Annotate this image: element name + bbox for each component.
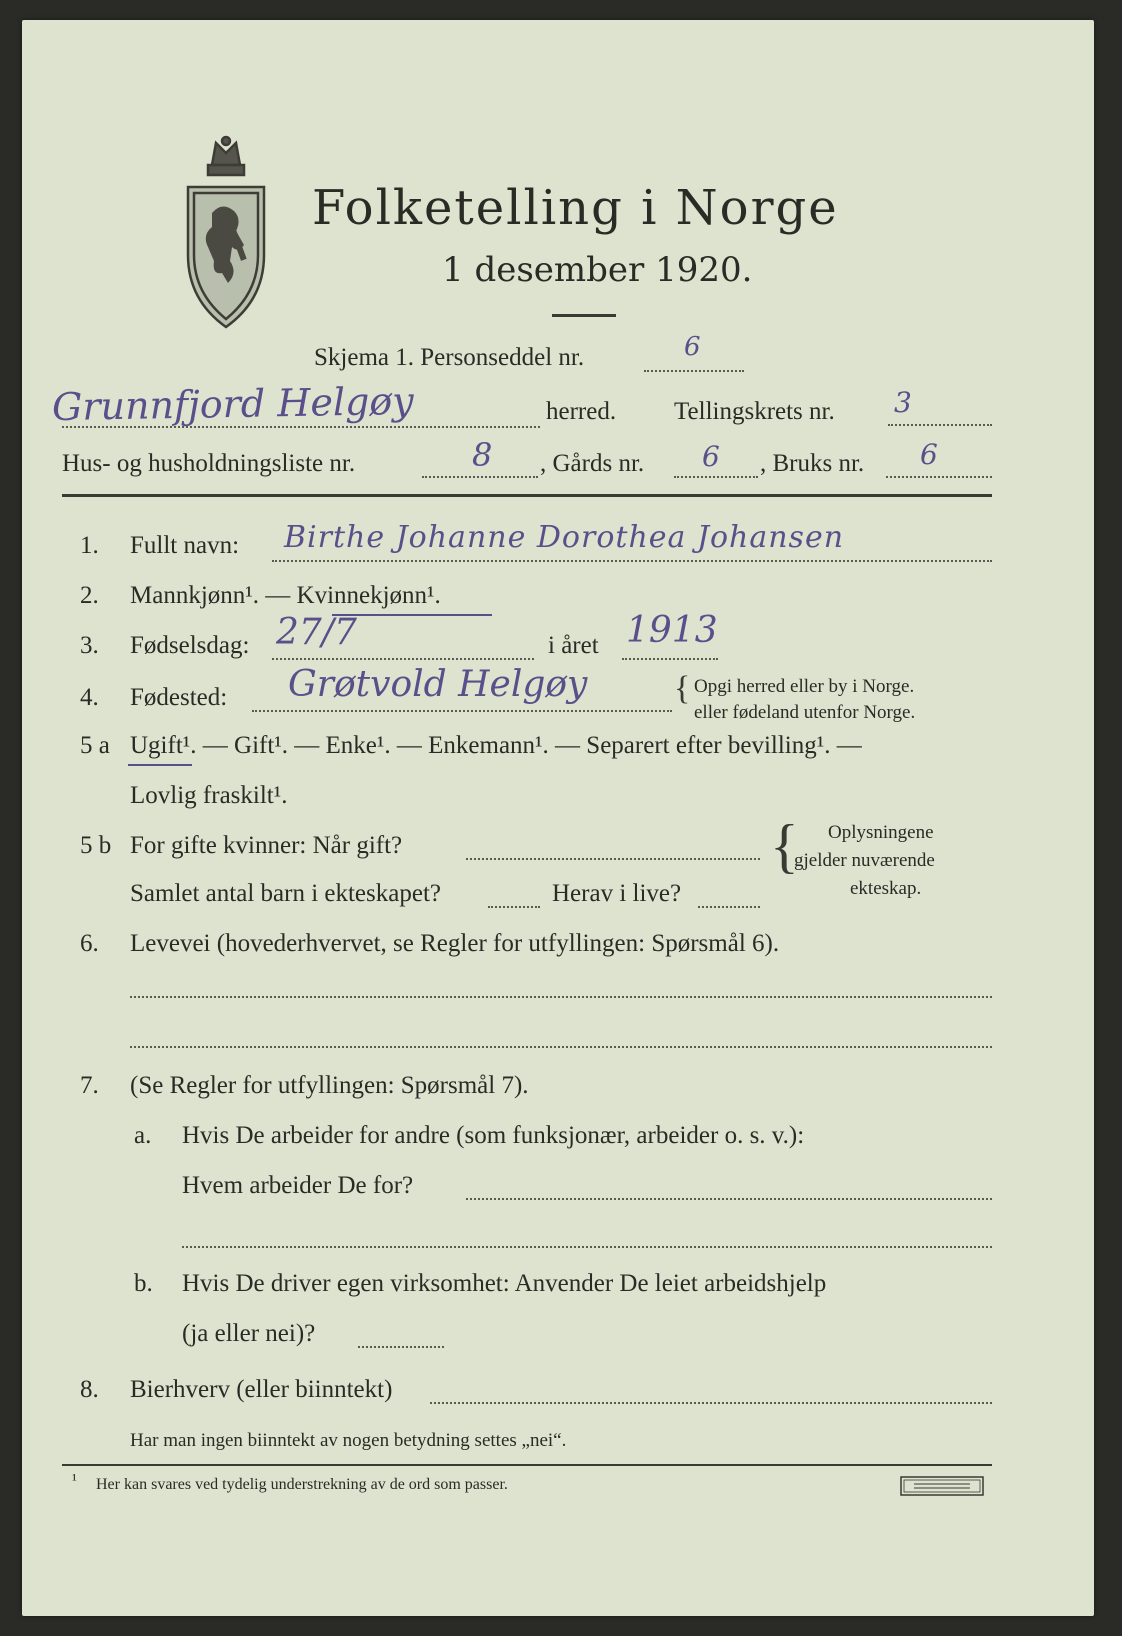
q5a-label: Ugift¹. — Gift¹. — Enke¹. — Enkemann¹. — Separert efter bevilling¹. — xyxy=(130,732,862,759)
q5b-alive-line xyxy=(698,906,760,908)
title-divider xyxy=(552,314,616,317)
header-rule xyxy=(62,494,992,497)
personseddel-nr-value: 6 xyxy=(684,332,701,362)
q8-answer-line xyxy=(430,1402,992,1404)
q5a-number: 5 a xyxy=(80,732,110,759)
q5a-label-line2: Lovlig fraskilt¹. xyxy=(130,782,288,809)
q4-number: 4. xyxy=(80,684,99,711)
full-name-value: Birthe Johanne Dorothea Johansen xyxy=(284,520,845,555)
birthplace-value: Grøtvold Helgøy xyxy=(288,664,588,705)
q7a-letter: a. xyxy=(134,1122,152,1149)
norway-lion-coat-of-arms-icon xyxy=(182,135,270,335)
census-date: 1 desember 1920. xyxy=(442,250,753,290)
q8-note: Har man ingen biinntekt av nogen betydning settes „nei“. xyxy=(130,1430,567,1451)
q5b-children-line xyxy=(488,906,540,908)
footnote-mark: ¹ xyxy=(72,1472,77,1489)
q4-note-line2: eller fødeland utenfor Norge. xyxy=(694,702,916,723)
q7b-letter: b. xyxy=(134,1270,153,1297)
tellingskrets-nr-line xyxy=(888,424,992,426)
printer-stamp-icon xyxy=(900,1476,984,1496)
birth-year-value: 1913 xyxy=(626,610,718,651)
q7a-label: Hvis De arbeider for andre (som funksjonær, arbeider o. s. v.): xyxy=(182,1122,805,1149)
q1-line xyxy=(272,560,992,562)
q6-number: 6. xyxy=(80,930,99,957)
q7b-answer-line xyxy=(358,1346,444,1348)
q3-label: Fødselsdag: xyxy=(130,632,250,659)
herred-value: Grunnfjord Helgøy xyxy=(51,378,415,430)
q7a-answer-line2 xyxy=(182,1246,992,1248)
q2-label: Mannkjønn¹. — Kvinnekjønn¹. xyxy=(130,582,441,609)
q3-year-label: i året xyxy=(548,632,599,659)
skjema-label: Skjema 1. Personseddel nr. xyxy=(314,344,585,371)
footnote-rule xyxy=(62,1464,992,1466)
q3-year-line xyxy=(622,658,718,660)
hus-nr-value: 8 xyxy=(472,436,493,474)
q4-note-line1: Opgi herred eller by i Norge. xyxy=(694,676,915,697)
herred-label: herred. xyxy=(546,398,617,425)
q5b-number: 5 b xyxy=(80,832,112,859)
q5b-label: For gifte kvinner: Når gift? xyxy=(130,832,403,859)
bruks-nr-value: 6 xyxy=(920,438,938,471)
q8-number: 8. xyxy=(80,1376,99,1403)
q4-brace: { xyxy=(674,670,691,707)
q5b-note-line1: Oplysningene xyxy=(828,822,934,843)
form-title: Folketelling i Norge xyxy=(312,180,839,236)
q5b-note-line3: ekteskap. xyxy=(850,878,922,899)
q6-label: Levevei (hovederhvervet, se Regler for utfyllingen: Spørsmål 6). xyxy=(130,930,780,957)
q8-label: Bierhverv (eller biinntekt) xyxy=(130,1376,393,1403)
q1-number: 1. xyxy=(80,532,99,559)
q6-answer-line1 xyxy=(130,996,992,998)
q5b-children-label: Samlet antal barn i ekteskapet? xyxy=(130,880,441,907)
q5b-married-line xyxy=(466,858,760,860)
q3-day-line xyxy=(272,658,534,660)
q3-number: 3. xyxy=(80,632,99,659)
tellingskrets-nr-value: 3 xyxy=(894,386,912,419)
q7b-label-line2: (ja eller nei)? xyxy=(182,1320,316,1347)
gards-label: , Gårds nr. xyxy=(540,450,645,477)
q4-line xyxy=(252,710,672,712)
q6-answer-line2 xyxy=(130,1046,992,1048)
q4-label: Fødested: xyxy=(130,684,228,711)
q5b-alive-label: Herav i live? xyxy=(552,880,682,907)
bruks-nr-line xyxy=(886,476,992,478)
gards-nr-line xyxy=(674,476,758,478)
hus-label: Hus- og husholdningsliste nr. xyxy=(62,450,356,477)
gards-nr-value: 6 xyxy=(702,440,720,473)
q1-label: Fullt navn: xyxy=(130,532,240,559)
q2-number: 2. xyxy=(80,582,99,609)
q7a-answer-line1 xyxy=(466,1198,992,1200)
q7a-label-line2: Hvem arbeider De for? xyxy=(182,1172,414,1199)
birth-day-value: 27/7 xyxy=(276,612,357,653)
census-form-page xyxy=(22,20,1094,1616)
q7b-label: Hvis De driver egen virksomhet: Anvender De leiet arbeidshjelp xyxy=(182,1270,827,1297)
hus-nr-line xyxy=(422,476,538,478)
bruks-label: , Bruks nr. xyxy=(760,450,865,477)
footnote-text: Her kan svares ved tydelig understrekning av de ord som passer. xyxy=(96,1476,508,1493)
personseddel-nr-line xyxy=(644,370,744,372)
q7-label: (Se Regler for utfyllingen: Spørsmål 7). xyxy=(130,1072,529,1099)
tellingskrets-label: Tellingskrets nr. xyxy=(674,398,835,425)
q7-number: 7. xyxy=(80,1072,99,1099)
q5b-note-line2: gjelder nuværende xyxy=(794,850,935,871)
ugift-underline xyxy=(128,764,192,766)
q5b-brace: { xyxy=(770,813,799,879)
